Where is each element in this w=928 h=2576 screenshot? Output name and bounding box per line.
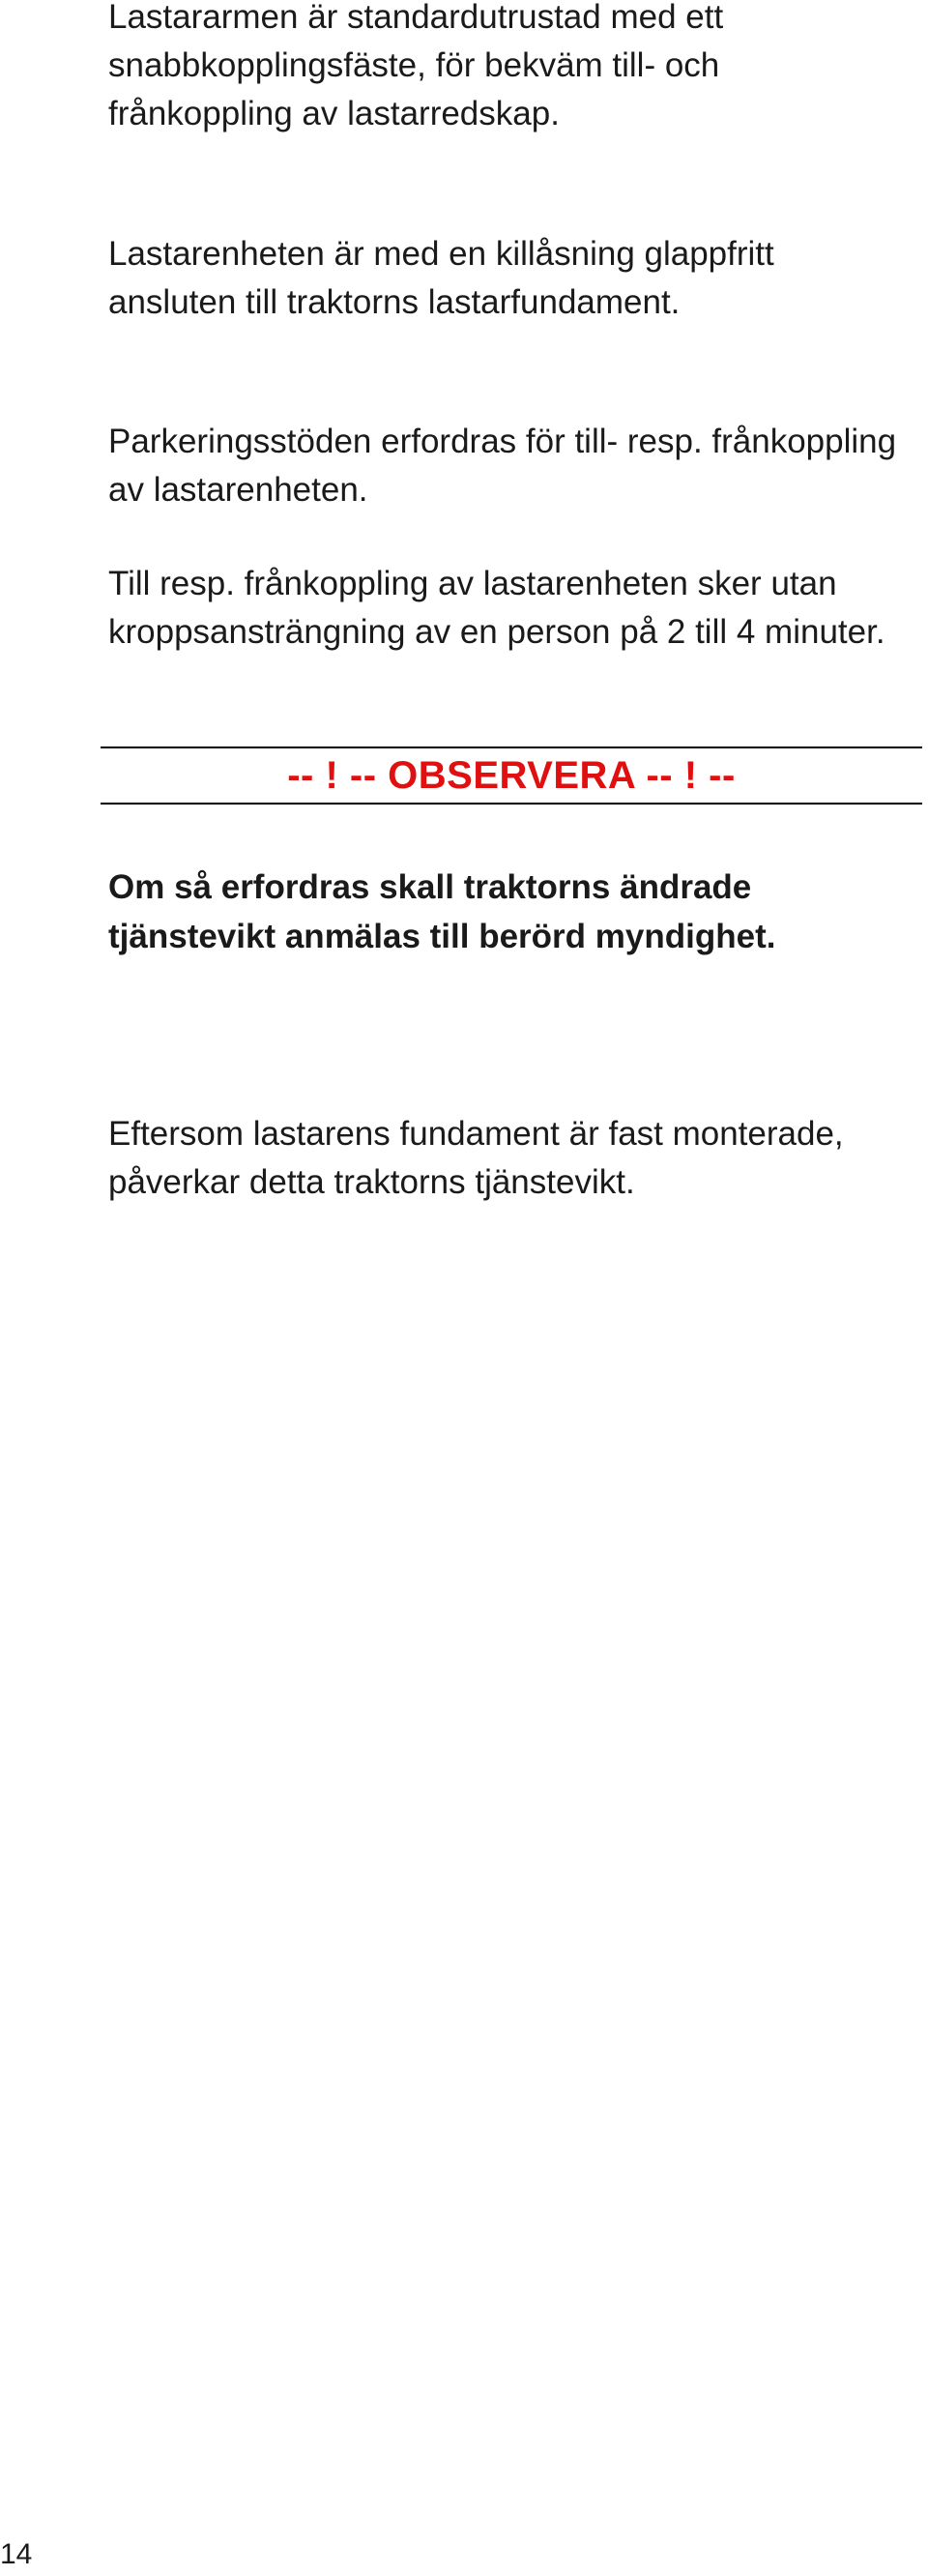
- paragraph-wedge-lock: Lastarenheten är med en killåsning glappfritt ansluten till traktorns lastarfundament.: [108, 235, 774, 321]
- paragraph-service-weight: Eftersom lastarens fundament är fast monterade, påverkar detta traktorns tjänstevikt.: [108, 1115, 844, 1201]
- paragraph-quick-coupling: Lastararmen är standardutrustad med ett snabbkopplingsfäste, för bekväm till- och frånkoppling av lastarredskap.: [108, 0, 724, 132]
- paragraph-parking-supports: Parkeringsstöden erfordras för till- resp. frånkoppling av lastarenheten.: [108, 423, 897, 509]
- observe-bottom-divider: [101, 803, 922, 805]
- paragraph-coupling-time: Till resp. frånkoppling av lastarenheten sker utan kroppsansträngning av en person på 2 till 4 minuter.: [108, 565, 885, 651]
- observe-heading: -- ! -- OBSERVERA -- ! --: [287, 754, 736, 797]
- page-number: 14: [0, 2538, 33, 2570]
- observe-notice-text: Om så erfordras skall traktorns ändrade tjänstevikt anmälas till berörd myndighet.: [108, 868, 776, 955]
